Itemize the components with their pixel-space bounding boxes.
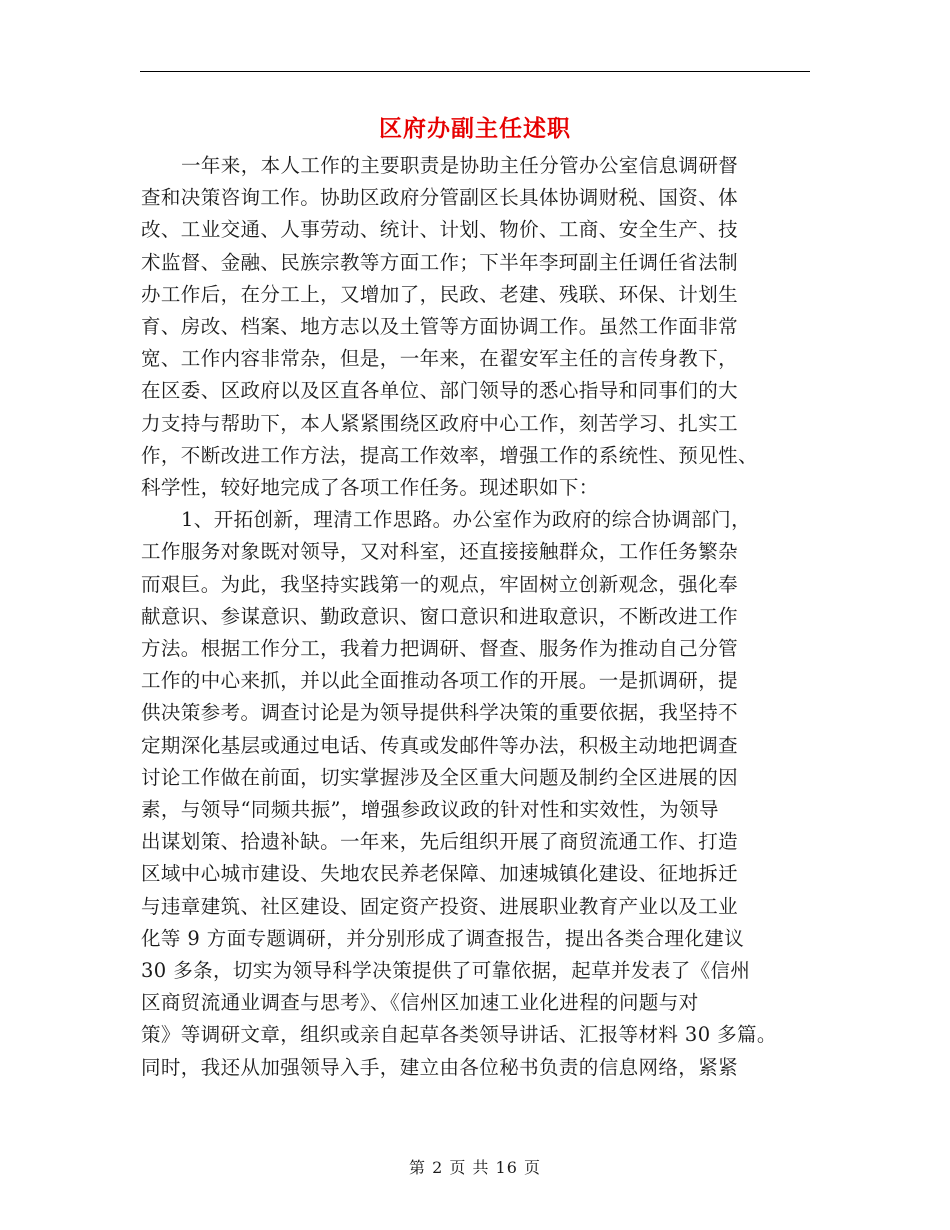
paragraph-line: 在区委、区政府以及区直各单位、部门领导的悉心指导和同事们的大 xyxy=(141,379,739,403)
page-number-footer: 第 2 页 共 16 页 xyxy=(409,1158,541,1177)
paragraph-line: 素，与领导“同频共振”，增强参政议政的针对性和实效性，为领导 xyxy=(141,798,719,822)
document-title: 区府办副主任述职 xyxy=(379,115,571,142)
paragraph-line: 术监督、金融、民族宗教等方面工作；下半年李珂副主任调任省法制 xyxy=(141,250,739,274)
paragraph-line: 区域中心城市建设、失地农民养老保障、加速城镇化建设、征地拆迁 xyxy=(141,862,739,886)
paragraph-line: 一年来，本人工作的主要职责是协助主任分管办公室信息调研督 xyxy=(181,154,739,177)
paragraph-line: 定期深化基层或通过电话、传真或发邮件等办法，积极主动地把调查 xyxy=(141,733,739,757)
paragraph-line: 化等 9 方面专题调研，并分别形成了调查报告，提出各类合理化建议 xyxy=(141,926,745,950)
paragraph-line: 方法。根据工作分工，我着力把调研、督查、服务作为推动自己分管 xyxy=(141,637,739,661)
paragraph-line: 与违章建筑、社区建设、固定资产投资、进展职业教育产业以及工业 xyxy=(141,894,739,918)
paragraph-line: 献意识、参谋意识、勤政意识、窗口意识和进取意识，不断改进工作 xyxy=(141,604,739,628)
paragraph-line: 而艰巨。为此，我坚持实践第一的观点，牢固树立创新观念，强化奉 xyxy=(141,572,739,596)
paragraph-line: 出谋划策、拾遗补缺。一年来，先后组织开展了商贸流通工作、打造 xyxy=(141,830,739,854)
paragraph-line: 育、房改、档案、地方志以及土管等方面协调工作。虽然工作面非常 xyxy=(141,315,739,339)
paragraph-line: 作，不断改进工作方法，提高工作效率，增强工作的系统性、预见性、 xyxy=(141,443,758,467)
paragraph-line: 宽、工作内容非常杂，但是，一年来，在翟安军主任的言传身教下， xyxy=(141,347,739,371)
paragraph-line: 讨论工作做在前面，切实掌握涉及全区重大问题及制约全区进展的因 xyxy=(141,765,739,789)
paragraph-line: 30 多条，切实为领导科学决策提供了可靠依据，起草并发表了《信州 xyxy=(141,959,751,983)
paragraph-line: 区商贸流通业调查与思考》、《信州区加速工业化进程的问题与对 xyxy=(141,991,699,1015)
paragraph-line: 改、工业交通、人事劳动、统计、计划、物价、工商、安全生产、技 xyxy=(141,218,739,242)
paragraph-line: 办工作后，在分工上，又增加了，民政、老建、残联、环保、计划生 xyxy=(141,282,739,306)
paragraph-line: 查和决策咨询工作。协助区政府分管副区长具体协调财税、国资、体 xyxy=(141,186,739,210)
paragraph-line: 工作的中心来抓，并以此全面推动各项工作的开展。一是抓调研，提 xyxy=(141,669,739,693)
header-rule xyxy=(140,71,810,72)
document-body xyxy=(141,150,813,1084)
paragraph-line: 策》等调研文章，组织或亲自起草各类领导讲话、汇报等材料 30 多篇。 xyxy=(141,1023,777,1047)
paragraph-line: 同时，我还从加强领导入手，建立由各位秘书负责的信息网络，紧紧 xyxy=(141,1055,739,1079)
paragraph-line: 科学性，较好地完成了各项工作任务。现述职如下： xyxy=(141,476,599,500)
paragraph-line: 工作服务对象既对领导，又对科室，还直接接触群众，工作任务繁杂 xyxy=(141,540,739,564)
paragraph-line: 力支持与帮助下，本人紧紧围绕区政府中心工作，刻苦学习、扎实工 xyxy=(141,411,739,435)
paragraph-line: 1、开拓创新，理清工作思路。办公室作为政府的综合协调部门， xyxy=(181,508,752,532)
paragraph-line: 供决策参考。调查讨论是为领导提供科学决策的重要依据，我坚持不 xyxy=(141,701,739,725)
